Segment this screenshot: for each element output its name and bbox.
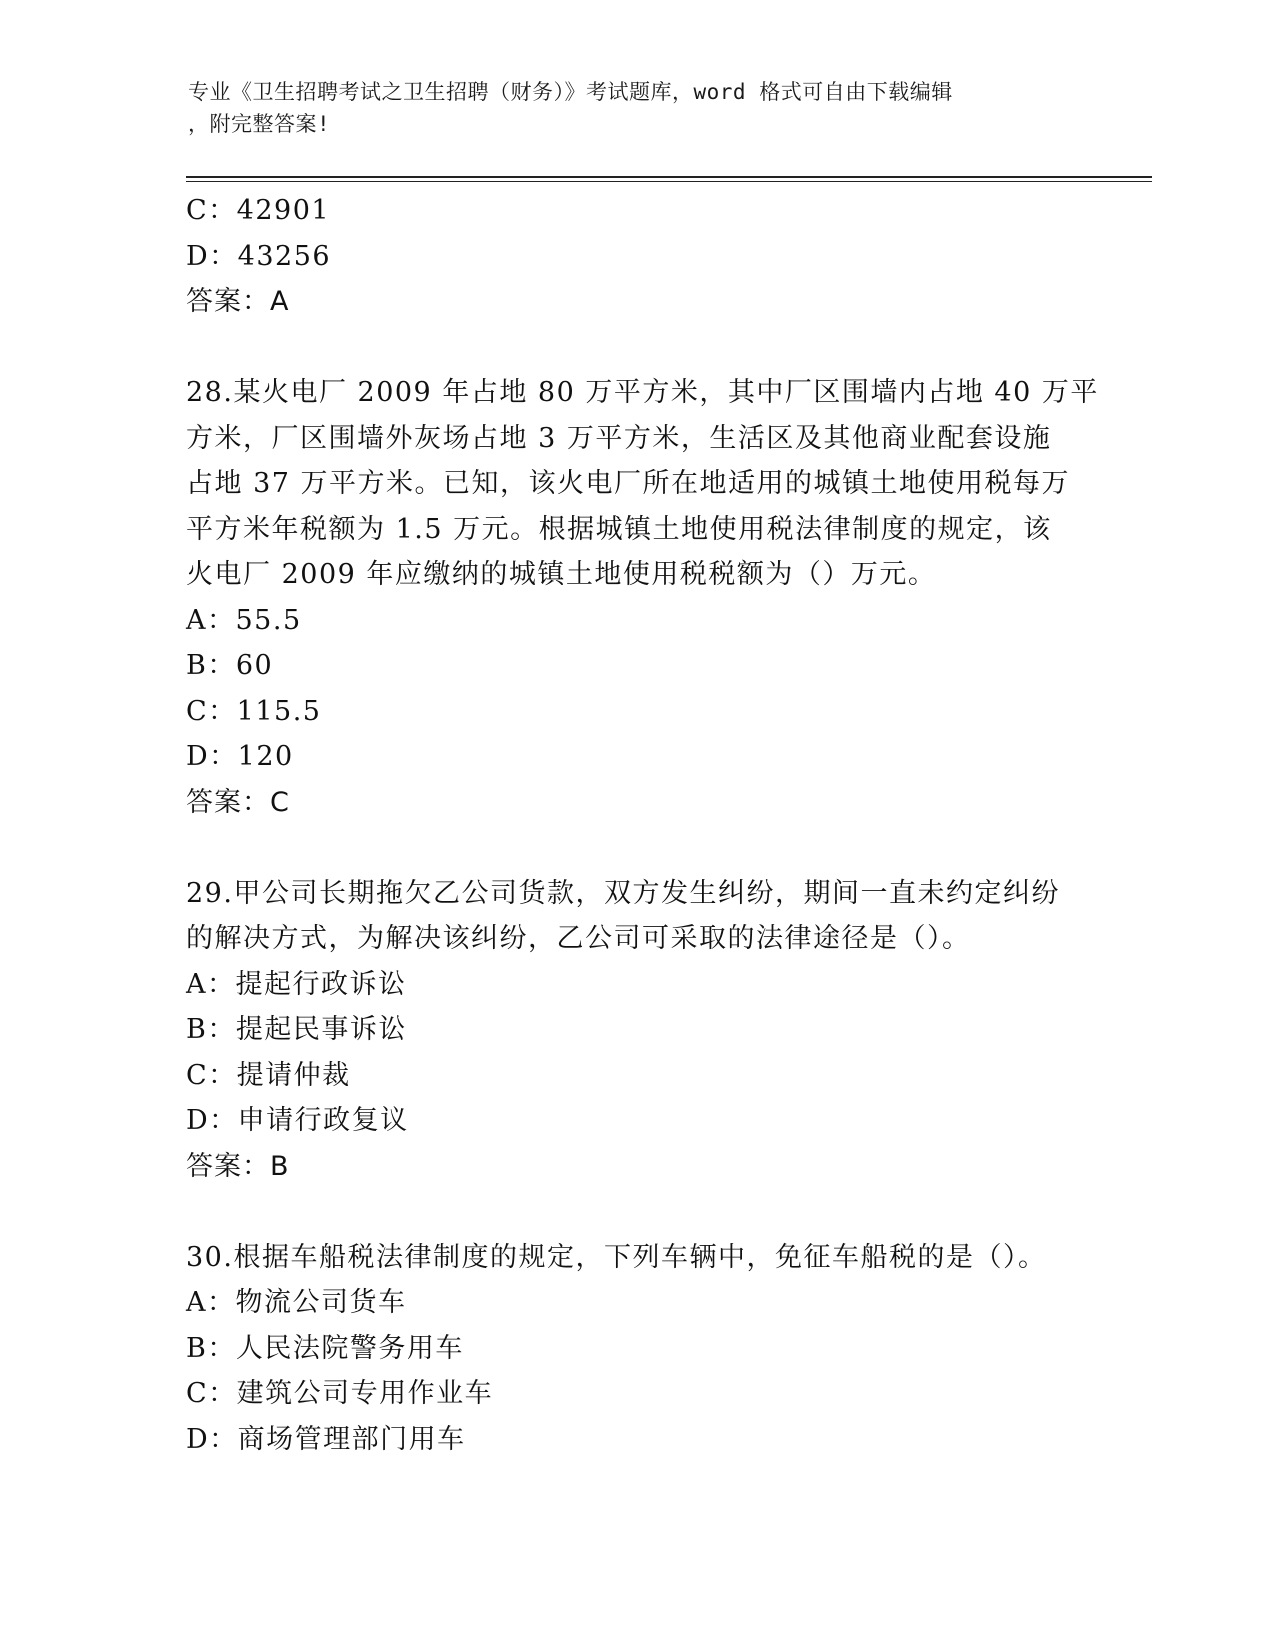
- option-text: 申请行政复议: [237, 1105, 409, 1136]
- spacer: [186, 325, 1086, 371]
- answer-line: 答案：C: [186, 786, 290, 818]
- question-block: [186, 188, 1086, 325]
- question-text-line: 平方米年税额为 1.5 万元。根据城镇土地使用税法律制度的规定，该: [186, 513, 1052, 545]
- option-d: [186, 1417, 1086, 1463]
- option-key: D：: [186, 1105, 238, 1136]
- option-text: 115.5: [236, 695, 322, 727]
- option-key: C：: [186, 695, 237, 727]
- option-text: 55.5: [235, 604, 302, 636]
- option-key: D：: [186, 1423, 238, 1455]
- option-a: [186, 598, 1086, 644]
- header-line: ，附完整答案!: [188, 112, 331, 136]
- option-key: D：: [186, 240, 238, 272]
- option-b: [186, 1007, 1086, 1053]
- question-text-line: 30.根据车船税法律制度的规定，下列车辆中，免征车船税的是（）。: [186, 1241, 1047, 1273]
- option-key: D：: [186, 741, 238, 772]
- option-text: 60: [235, 650, 274, 681]
- option-d: [186, 734, 1086, 780]
- header-divider-thin: [186, 181, 1152, 182]
- option-key: C：: [186, 1378, 237, 1409]
- question-text-line: 方米，厂区围墙外灰场占地 3 万平方米，生活区及其他商业配套设施: [186, 422, 1052, 454]
- option-text: 43256: [237, 240, 332, 272]
- option-text: 提请仲裁: [236, 1059, 351, 1091]
- spacer: [186, 1189, 1086, 1235]
- option-key: C：: [186, 1059, 237, 1091]
- question-text-line: 占地 37 万平方米。已知，该火电厂所在地适用的城镇土地使用税每万: [186, 468, 1071, 499]
- question-text-line: 29.甲公司长期拖欠乙公司货款，双方发生纠纷，期间一直未约定纠纷: [186, 877, 1060, 909]
- question-block: [186, 1235, 1086, 1463]
- answer-line: 答案：A: [186, 286, 290, 317]
- answer-line: 答案：B: [186, 1150, 290, 1182]
- option-key: A：: [186, 1287, 236, 1318]
- option-text: 商场管理部门用车: [237, 1423, 466, 1455]
- question-list: [186, 188, 1099, 1462]
- option-c: [186, 1053, 1086, 1099]
- option-a: [186, 962, 1086, 1008]
- header-divider: [186, 176, 1152, 178]
- option-key: B：: [186, 650, 236, 681]
- option-d: [186, 234, 1086, 280]
- option-c: [186, 689, 1086, 735]
- question-block: [186, 370, 1099, 825]
- question-text-line: 的解决方式，为解决该纠纷，乙公司可采取的法律途径是（）。: [186, 923, 971, 954]
- option-text: 42901: [236, 195, 331, 226]
- option-b: [186, 643, 1086, 689]
- option-c: [186, 1371, 1086, 1417]
- option-text: 提起民事诉讼: [235, 1014, 407, 1045]
- option-key: A：: [186, 604, 236, 636]
- question-text-line: 火电厂 2009 年应缴纳的城镇土地使用税税额为（）万元。: [186, 559, 937, 590]
- option-text: 人民法院警务用车: [235, 1332, 464, 1364]
- option-key: C：: [186, 195, 237, 226]
- option-text: 建筑公司专用作业车: [236, 1378, 494, 1409]
- question-text-line: 28.某火电厂 2009 年占地 80 万平方米，其中厂区围墙内占地 40 万平: [186, 377, 1099, 408]
- option-key: A：: [186, 968, 236, 1000]
- option-d: [186, 1098, 1086, 1144]
- header-line: 专业《卫生招聘考试之卫生招聘（财务）》考试题库，word 格式可自由下载编辑: [188, 80, 953, 104]
- option-key: B：: [186, 1014, 236, 1045]
- spacer: [186, 825, 1086, 871]
- option-text: 提起行政诉讼: [235, 968, 407, 1000]
- question-block: [186, 871, 1086, 1190]
- page-header: [188, 76, 1088, 140]
- option-text: 物流公司货车: [235, 1287, 407, 1318]
- option-text: 120: [237, 741, 294, 772]
- option-b: [186, 1326, 1086, 1372]
- option-c: [186, 188, 1086, 234]
- option-a: [186, 1280, 1086, 1326]
- option-key: B：: [186, 1332, 236, 1364]
